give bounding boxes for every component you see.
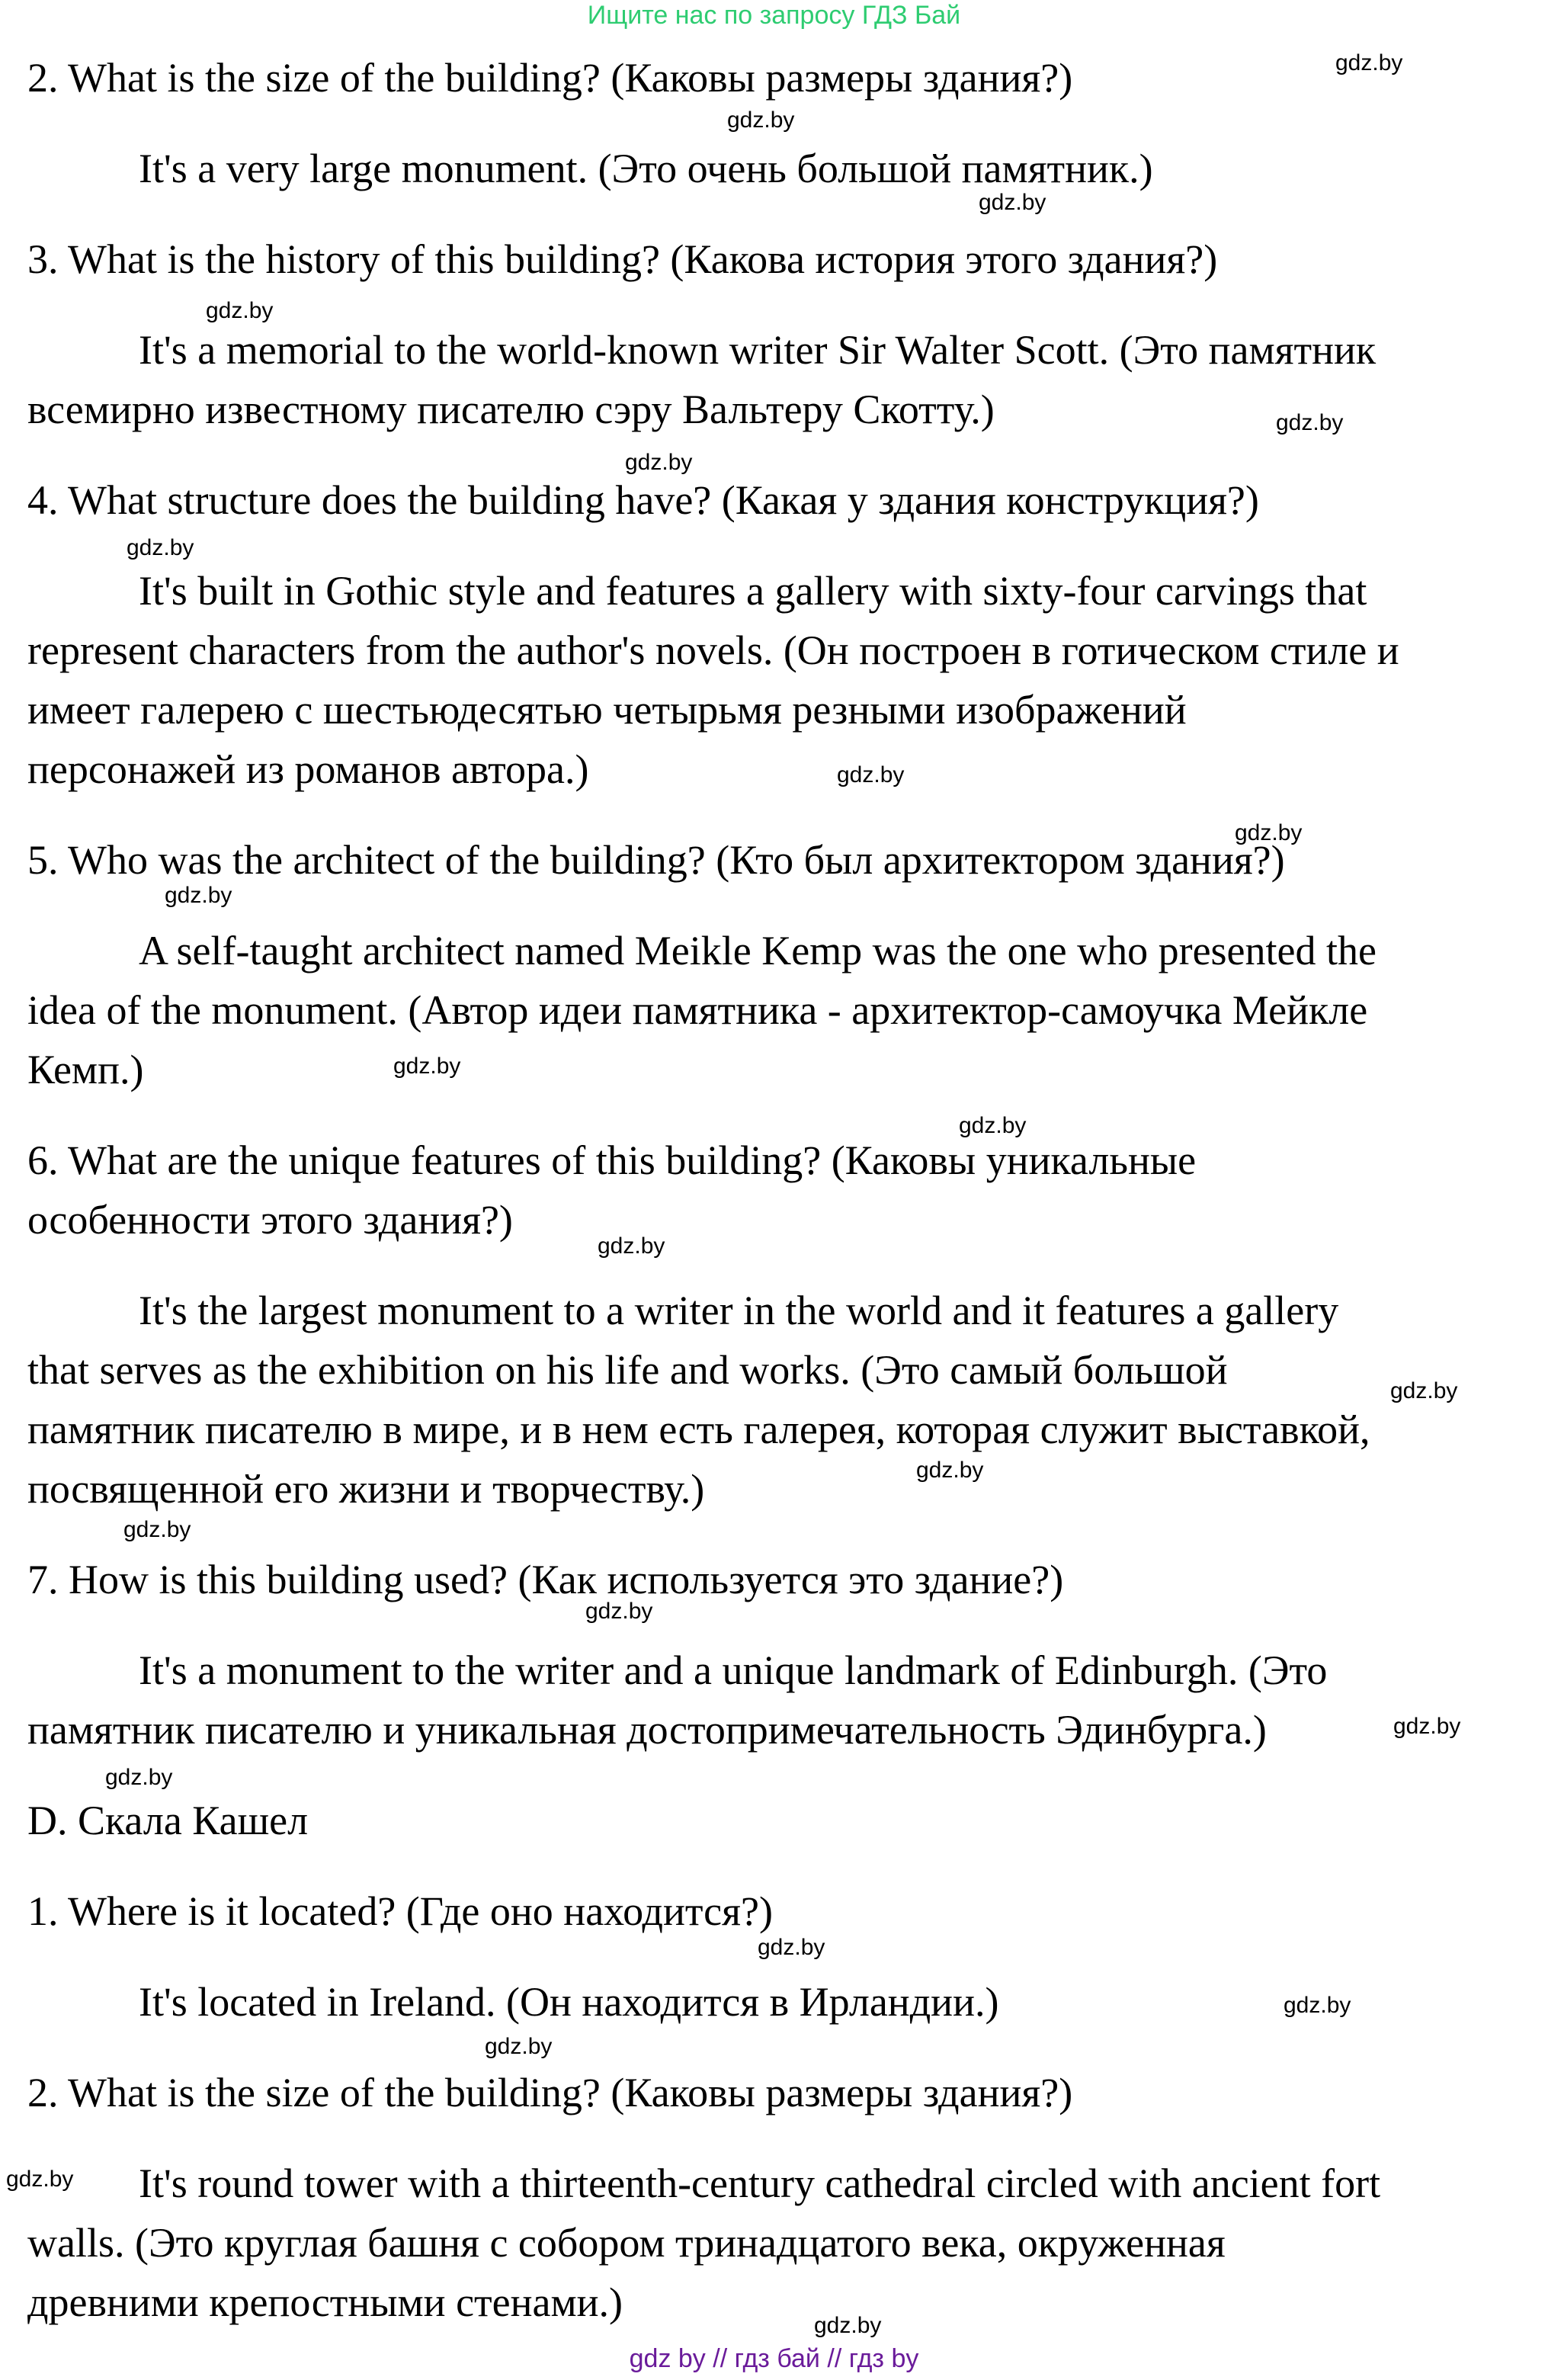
bottom-footer: gdz by // гдз бай // гдз by (629, 2344, 919, 2373)
watermark: gdz.by (123, 1517, 191, 1542)
watermark: gdz.by (127, 535, 194, 560)
watermark: gdz.by (485, 2034, 553, 2059)
watermark: gdz.by (6, 2167, 74, 2192)
answer-4-line-4: персонажей из романов автора.) (27, 746, 589, 792)
answer-6-line-1: It's the largest monument to a writer in the world and it features a gallery (139, 1288, 1339, 1333)
answer-d2-line-1: It's round tower with a thirteenth-century cathedral circled with ancient fort (139, 2160, 1381, 2206)
question-7-usage: 7. How is this building used? (Как используется это здание?) (27, 1557, 1064, 1602)
watermark: gdz.by (837, 762, 905, 787)
watermark: gdz.by (758, 1935, 825, 1960)
answer-7-line-1: It's a monument to the writer and a unique landmark of Edinburgh. (Это (139, 1647, 1328, 1693)
question-d1-location: 1. Where is it located? (Где оно находится?) (27, 1888, 773, 1934)
answer-7-line-2: памятник писателю и уникальная достопримечательность Эдинбурга.) (27, 1707, 1267, 1753)
answer-5-line-1: A self-taught architect named Meikle Kemp was the one who presented the (139, 928, 1377, 973)
answer-5-line-3: Кемп.) (27, 1047, 144, 1092)
answer-4-line-2: represent characters from the author's novels. (Он построен в готическом стиле и (27, 627, 1399, 673)
watermark: gdz.by (959, 1113, 1027, 1138)
section-heading-d: D. Скала Кашел (27, 1798, 309, 1843)
answer-4-line-3: имеет галерею с шестьюдесятью четырьмя резными изображений (27, 687, 1187, 733)
answer-3-line-1: It's a memorial to the world-known writer Sir Walter Scott. (Это памятник (139, 327, 1377, 373)
watermark: gdz.by (1335, 50, 1403, 75)
top-banner: Ищите нас по запросу ГДЗ Бай (587, 1, 961, 30)
watermark: gdz.by (1390, 1378, 1458, 1403)
watermark: gdz.by (598, 1233, 665, 1259)
answer-5-line-2: idea of the monument. (Автор идеи памятника - архитектор-самоучка Мейкле (27, 987, 1368, 1033)
answer-2-size: It's a very large monument. (Это очень большой памятник.) (139, 146, 1153, 191)
answer-6-line-4: посвященной его жизни и творчеству.) (27, 1466, 705, 1512)
watermark: gdz.by (165, 883, 232, 908)
watermark: gdz.by (585, 1599, 653, 1624)
watermark: gdz.by (814, 2313, 882, 2338)
answer-d1-location: It's located in Ireland. (Он находится в Ирландии.) (139, 1979, 999, 2025)
question-2-size: 2. What is the size of the building? (Каковы размеры здания?) (27, 55, 1073, 101)
watermark: gdz.by (206, 298, 274, 323)
watermark: gdz.by (105, 1765, 173, 1790)
question-4-structure: 4. What structure does the building have? (Какая у здания конструкция?) (27, 477, 1259, 523)
watermark: gdz.by (1284, 1993, 1351, 2018)
watermark: gdz.by (727, 107, 795, 133)
watermark: gdz.by (979, 190, 1046, 215)
answer-d2-line-2: walls. (Это круглая башня с собором тринадцатого века, окруженная (27, 2220, 1226, 2266)
watermark: gdz.by (1276, 410, 1344, 435)
watermark: gdz.by (916, 1458, 984, 1483)
answer-d2-line-3: древними крепостными стенами.) (27, 2279, 623, 2325)
watermark: gdz.by (1235, 820, 1303, 845)
answer-6-line-3: памятник писателю в мире, и в нем есть галерея, которая служит выставкой, (27, 1407, 1370, 1452)
question-6-features-line-1: 6. What are the unique features of this building? (Каковы уникальные (27, 1137, 1197, 1183)
question-3-history: 3. What is the history of this building? (Какова история этого здания?) (27, 236, 1218, 282)
watermark: gdz.by (625, 450, 693, 475)
question-d2-size: 2. What is the size of the building? (Каковы размеры здания?) (27, 2070, 1073, 2115)
answer-3-line-2: всемирно известному писателю сэру Вальтеру Скотту.) (27, 387, 995, 432)
question-5-architect: 5. Who was the architect of the building? (Кто был архитектором здания?) (27, 837, 1285, 883)
watermark: gdz.by (393, 1054, 461, 1079)
watermark: gdz.by (1393, 1714, 1461, 1739)
answer-4-line-1: It's built in Gothic style and features a gallery with sixty-four carvings that (139, 568, 1367, 614)
question-6-features-line-2: особенности этого здания?) (27, 1197, 513, 1243)
answer-6-line-2: that serves as the exhibition on his life and works. (Это самый большой (27, 1347, 1228, 1393)
